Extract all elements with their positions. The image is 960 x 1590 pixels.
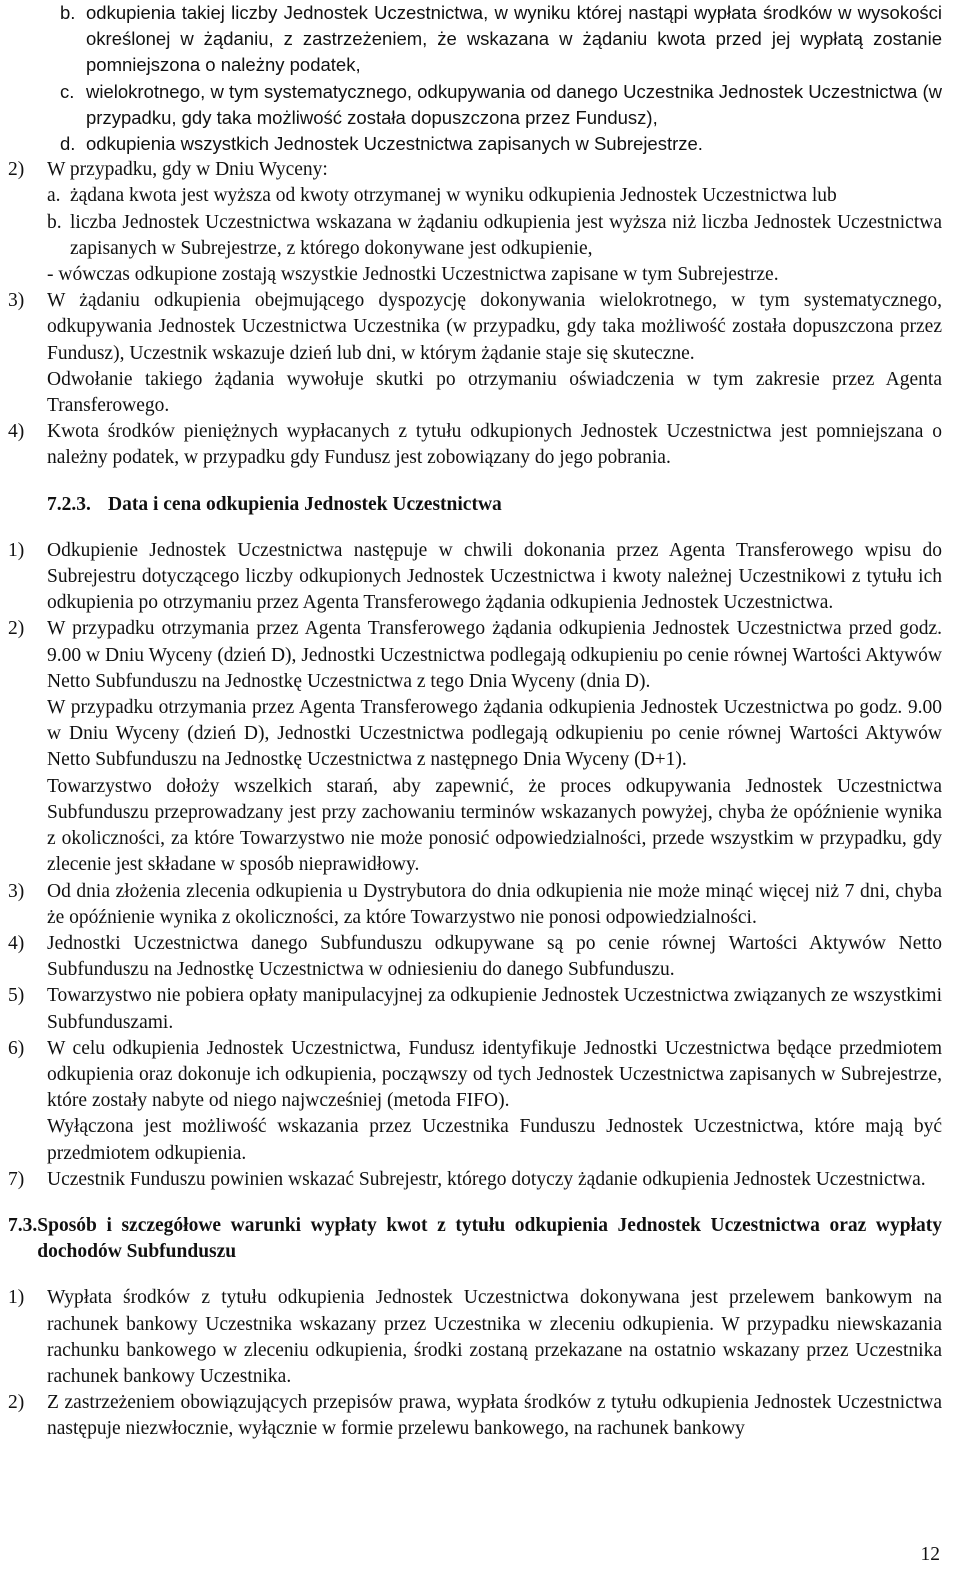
list-item xyxy=(0,1285,960,1390)
section-heading xyxy=(0,492,960,518)
sub-list-item xyxy=(0,210,960,262)
list-number: 3) xyxy=(8,880,25,902)
list-item xyxy=(0,616,960,695)
paragraph: W przypadku otrzymania przez Agenta Transferowego żądania odkupienia Jednostek Uczestnictwa po godz. 9.00 w Dniu Wyceny (dzień D), Jednostki Uczestnictwa podlegają odkupieniu po cenie równej Wartości Aktywów Netto Subfunduszu na Jednostkę Uczestnictwa z następnego Dnia Wyceny (D+1). xyxy=(47,697,942,771)
list-item xyxy=(0,157,960,183)
section-number: 7.3. xyxy=(8,1214,38,1236)
list-text: W przypadku otrzymania przez Agenta Transferowego żądania odkupienia Jednostek Uczestnictwa przed godz. 9.00 w Dniu Wyceny (dzień D), Jednostki Uczestnictwa podlegają odkupieniu po cenie równej Wartości Aktywów Netto Subfunduszu na Jednostkę Uczestnictwa z tego Dnia Wyceny (dnia D). xyxy=(47,618,942,692)
page-number: 12 xyxy=(920,1544,940,1565)
list-text: żądana kwota jest wyższa od kwoty otrzymanej w wyniku odkupienia Jednostek Uczestnictwa lub xyxy=(70,185,837,207)
list-text: Jednostki Uczestnictwa danego Subfunduszu odkupywane są po cenie równej Wartości Aktywów Netto Subfunduszu na Jednostkę Uczestnictwa w odniesieniu do danego Subfunduszu. xyxy=(47,932,942,981)
list-text: W przypadku, gdy w Dniu Wyceny: xyxy=(47,159,328,181)
paragraph: Odwołanie takiego żądania wywołuje skutki po otrzymaniu oświadczenia w tym zakresie przez Agenta Transferowego. xyxy=(47,368,942,417)
list-text: W żądaniu odkupienia obejmującego dyspozycję dokonywania wielokrotnego, w tym systematycznego, odkupywania Jednostek Uczestnictwa Uczestnika (w przypadku, gdy taka możliwość została dopuszczona przez Fundusz), Uczestnik wskazuje dzień lub dni, w którym żądanie staje się skuteczne. xyxy=(47,290,942,364)
list-number: 1) xyxy=(8,539,25,561)
list-number: 3) xyxy=(8,290,25,312)
section-number: 7.2.3. xyxy=(47,493,91,515)
list-marker: b. xyxy=(60,2,76,23)
list-item xyxy=(0,538,960,617)
list-text: odkupienia wszystkich Jednostek Uczestnictwa zapisanych w Subrejestrze. xyxy=(86,133,703,155)
list-marker: c. xyxy=(60,80,75,102)
paragraph: Wyłączona jest możliwość wskazania przez Uczestnika Funduszu Jednostek Uczestnictwa, które mają być przedmiotem odkupienia. xyxy=(47,1116,942,1164)
list-number: 5) xyxy=(8,985,25,1007)
list-item xyxy=(0,419,960,471)
list-text: Z zastrzeżeniem obowiązujących przepisów prawa, wypłata środków z tytułu odkupienia Jednostek Uczestnictwa następuje niezwłocznie, wyłącznie w formie przelewu bankowego, na rachunek bankowy xyxy=(47,1392,942,1440)
list-text: Od dnia złożenia zlecenia odkupienia u Dystrybutora do dnia odkupienia nie może minąć więcej niż 7 dni, chyba że opóźnienie wynika z okoliczności, za które Towarzystwo nie ponosi odpowiedzialności. xyxy=(47,880,942,928)
list-text: Towarzystwo nie pobiera opłaty manipulacyjnej za odkupienie Jednostek Uczestnictwa związanych ze wszystkimi Subfunduszami. xyxy=(47,985,942,1033)
list-item xyxy=(0,131,960,157)
list-number: 4) xyxy=(8,421,25,443)
list-item xyxy=(0,1390,960,1442)
section-title: Sposób i szczegółowe warunki wypłaty kwot z tytułu odkupienia Jednostek Uczestnictwa oraz wypłaty dochodów Subfunduszu xyxy=(37,1214,942,1263)
list-item xyxy=(0,288,960,367)
list-text: Odkupienie Jednostek Uczestnictwa następuje w chwili dokonania przez Agenta Transferowego wpisu do Subrejestru dotyczącego liczby odkupionych Jednostek Uczestnictwa i kwoty należnej Uczestnikowi z tytułu ich odkupienia po otrzymaniu przez Agenta Transferowego żądania odkupienia Jednostek Uczestnictwa. xyxy=(47,539,942,614)
list-text: odkupienia takiej liczby Jednostek Uczestnictwa, w wyniku której nastąpi wypłata środków w wysokości określonej w żądaniu, z zastrzeżeniem, że wskazana w żądaniu kwota przed jej wypłatą zostanie pomniejszona o należny podatek, xyxy=(86,2,942,76)
list-number: 6) xyxy=(8,1037,25,1059)
list-number: 4) xyxy=(8,932,25,954)
list-number: 2) xyxy=(8,159,25,181)
list-item xyxy=(0,79,960,131)
list-text: Uczestnik Funduszu powinien wskazać Subrejestr, którego dotyczy żądanie odkupienia Jednostek Uczestnictwa. xyxy=(47,1168,926,1190)
list-marker: a. xyxy=(47,185,61,207)
section-title: Data i cena odkupienia Jednostek Uczestnictwa xyxy=(108,493,502,515)
list-item xyxy=(0,931,960,983)
list-number: 7) xyxy=(8,1168,25,1190)
list-marker: b. xyxy=(47,211,62,233)
paragraph: - wówczas odkupione zostają wszystkie Jednostki Uczestnictwa zapisane w tym Subrejestrze. xyxy=(47,264,779,286)
list-item xyxy=(0,879,960,931)
list-item xyxy=(0,1036,960,1115)
list-text: Wypłata środków z tytułu odkupienia Jednostek Uczestnictwa dokonywana jest przelewem bankowym na rachunek bankowy Uczestnika wskazany przez Uczestnika w zleceniu odkupienia. W przypadku niewskazania rachunku bankowego w zleceniu odkupienia, środki zostaną przekazane na ostatnio wskazany przez Uczestnika rachunek bankowy Uczestnika. xyxy=(47,1287,942,1387)
list-text: liczba Jednostek Uczestnictwa wskazana w żądaniu odkupienia jest wyższa niż liczba Jednostek Uczestnictwa zapisanych w Subrejestrze, z którego dokonywane jest odkupienie, xyxy=(70,211,942,259)
list-number: 1) xyxy=(8,1287,25,1309)
list-text: Kwota środków pieniężnych wypłacanych z tytułu odkupionych Jednostek Uczestnictwa jest pomniejszana o należny podatek, w przypadku gdy Fundusz jest zobowiązany do jego pobrania. xyxy=(47,421,942,469)
paragraph: Towarzystwo dołoży wszelkich starań, aby zapewnić, że proces odkupywania Jednostek Uczestnictwa Subfunduszu przeprowadzany jest przy zachowaniu terminów wskazanych powyżej, chyba że opóźnienie wynika z okoliczności, za które Towarzystwo nie może ponosić odpowiedzialności, przede wszystkim w przypadku, gdy zlecenie jest składane w sposób nieprawidłowy. xyxy=(47,775,942,876)
section-heading xyxy=(0,1213,960,1265)
list-number: 2) xyxy=(8,618,25,640)
list-number: 2) xyxy=(8,1392,25,1414)
sub-list-item xyxy=(0,183,960,209)
list-text: wielokrotnego, w tym systematycznego, odkupywania od danego Uczestnika Jednostek Uczestnictwa (w przypadku, gdy taka możliwość została dopuszczona przez Fundusz), xyxy=(86,80,942,128)
list-item xyxy=(0,0,960,79)
list-marker: d. xyxy=(60,133,76,155)
list-text: W celu odkupienia Jednostek Uczestnictwa, Fundusz identyfikuje Jednostki Uczestnictwa będące przedmiotem odkupienia oraz dokonuje ich odkupienia, począwszy od tych Jednostek Uczestnictwa zapisanych w Subrejestrze, które zostały nabyte od niego najwcześniej (metoda FIFO). xyxy=(47,1037,942,1112)
list-item xyxy=(0,1167,960,1193)
list-item xyxy=(0,983,960,1035)
